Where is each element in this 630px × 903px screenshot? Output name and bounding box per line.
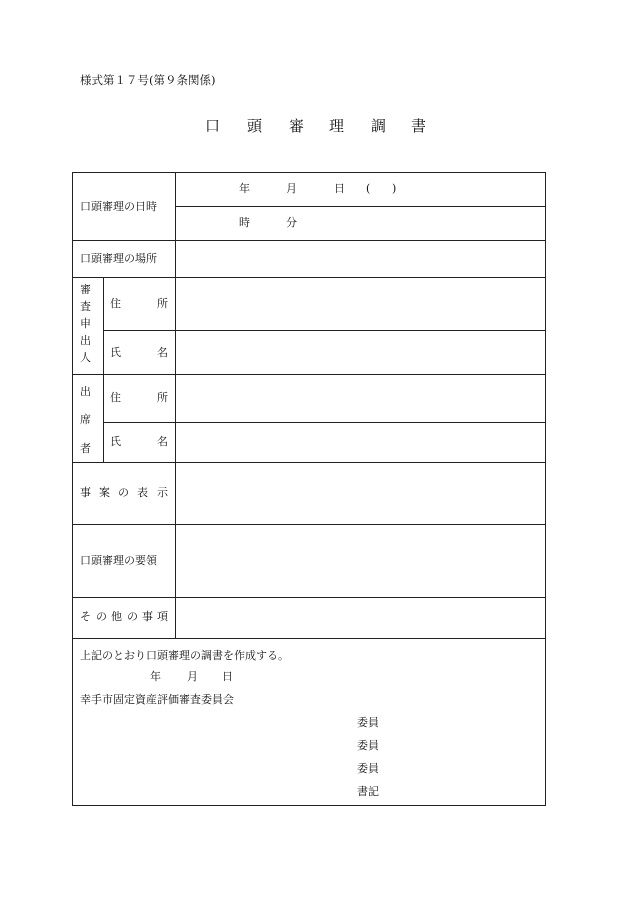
applicant-address-field[interactable] bbox=[176, 278, 545, 330]
table-border-left bbox=[72, 172, 73, 805]
datetime-label: 口頭審理の日時 bbox=[80, 200, 157, 213]
other-matters-field[interactable] bbox=[176, 598, 545, 638]
procedure-label: 口頭審理の要領 bbox=[80, 554, 157, 567]
label-char: 項 bbox=[157, 610, 168, 623]
title-char: 調 bbox=[371, 117, 387, 135]
title-char: 審 bbox=[289, 117, 305, 135]
applicant-label-char: 申 bbox=[80, 317, 91, 330]
label-char: 事 bbox=[142, 610, 153, 623]
group-label-divider bbox=[103, 277, 104, 462]
applicant-label-char: 審 bbox=[80, 283, 91, 296]
label-char: の bbox=[127, 610, 138, 623]
label-char: の bbox=[96, 610, 107, 623]
place-field[interactable] bbox=[176, 241, 545, 277]
label-char: そ bbox=[80, 610, 91, 623]
applicant-label-char: 人 bbox=[80, 351, 91, 364]
procedure-field[interactable] bbox=[176, 525, 545, 597]
label-char: 示 bbox=[157, 486, 168, 499]
table-border-bottom bbox=[72, 805, 545, 806]
day-label: 日 bbox=[334, 182, 345, 195]
signature-clerk[interactable]: 書記 bbox=[357, 785, 379, 798]
title-char: 口 bbox=[205, 117, 221, 135]
label-char: 住 bbox=[110, 297, 121, 310]
applicant-name-field[interactable] bbox=[176, 331, 545, 374]
label-char: 案 bbox=[99, 486, 110, 499]
applicant-label-char: 査 bbox=[80, 300, 91, 313]
weekday-paren-open: ( bbox=[366, 182, 371, 195]
label-char: の bbox=[118, 486, 129, 499]
place-label: 口頭審理の場所 bbox=[80, 252, 157, 265]
table-border-right bbox=[545, 172, 546, 806]
applicant-label-char: 出 bbox=[80, 334, 91, 347]
datetime-date-field[interactable] bbox=[176, 173, 545, 206]
label-char: 氏 bbox=[110, 435, 121, 448]
footer-month-label: 月 bbox=[187, 670, 198, 683]
row-divider bbox=[72, 638, 545, 639]
title-char: 理 bbox=[329, 117, 345, 135]
label-char: 事 bbox=[80, 486, 91, 499]
minute-label: 分 bbox=[286, 216, 297, 229]
attendee-label-char: 席 bbox=[80, 413, 91, 426]
weekday-paren-close: ) bbox=[392, 182, 397, 195]
case-display-field[interactable] bbox=[176, 463, 545, 524]
month-label: 月 bbox=[286, 182, 297, 195]
signature-member[interactable]: 委員 bbox=[357, 716, 379, 729]
title-char: 頭 bbox=[247, 117, 263, 135]
datetime-time-field[interactable] bbox=[176, 207, 545, 240]
signature-member[interactable]: 委員 bbox=[357, 739, 379, 752]
attendee-address-field[interactable] bbox=[176, 375, 545, 422]
label-char: 名 bbox=[157, 435, 168, 448]
label-char: 他 bbox=[111, 610, 122, 623]
label-char: 表 bbox=[137, 486, 148, 499]
hour-label: 時 bbox=[239, 216, 250, 229]
attendee-label-char: 出 bbox=[80, 385, 91, 398]
label-char: 所 bbox=[157, 297, 168, 310]
footer-day-label: 日 bbox=[222, 670, 233, 683]
statement-text: 上記のとおり口頭審理の調書を作成する。 bbox=[80, 649, 289, 662]
committee-name: 幸手市固定資産評価審査委員会 bbox=[80, 693, 234, 706]
label-char: 住 bbox=[110, 391, 121, 404]
label-char: 氏 bbox=[110, 346, 121, 359]
label-char: 名 bbox=[157, 346, 168, 359]
label-char: 所 bbox=[157, 391, 168, 404]
footer-year-label: 年 bbox=[150, 670, 161, 683]
year-label: 年 bbox=[239, 182, 250, 195]
form-number: 様式第１７号(第９条関係) bbox=[80, 73, 216, 87]
attendee-name-field[interactable] bbox=[176, 423, 545, 462]
signature-member[interactable]: 委員 bbox=[357, 762, 379, 775]
attendee-label-char: 者 bbox=[80, 442, 91, 455]
title-char: 書 bbox=[411, 117, 427, 135]
document-title bbox=[205, 116, 430, 138]
